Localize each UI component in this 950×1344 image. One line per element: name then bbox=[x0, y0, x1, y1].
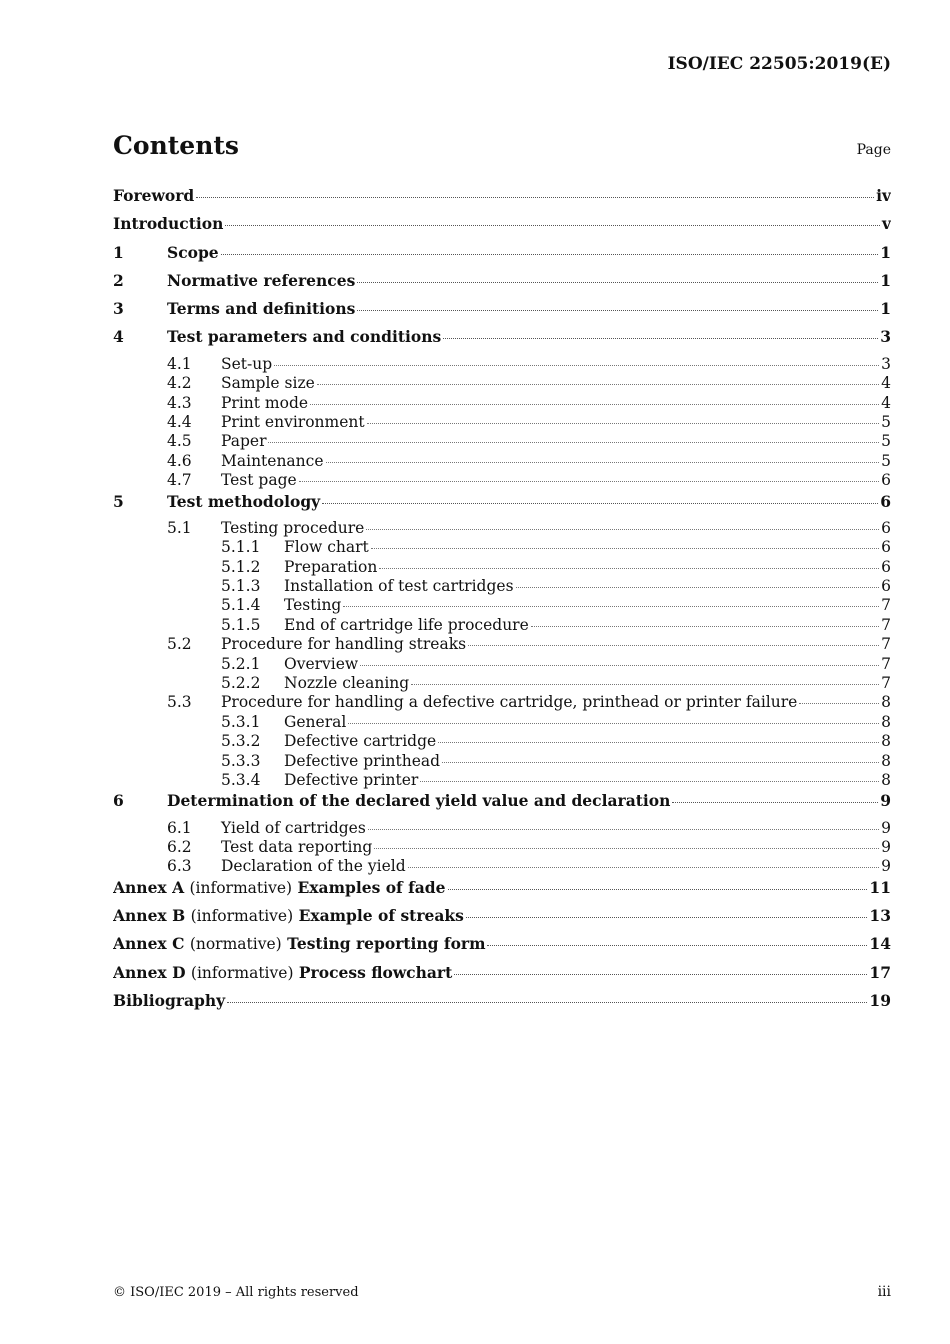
toc-entry-number: 4.1 bbox=[167, 354, 192, 373]
dot-leader bbox=[274, 365, 879, 366]
dot-leader bbox=[367, 423, 880, 424]
toc-entry[interactable] bbox=[113, 374, 891, 393]
toc-entry[interactable] bbox=[113, 355, 891, 374]
toc-entry-title: Print environment bbox=[221, 412, 365, 431]
toc-entry[interactable] bbox=[113, 713, 891, 732]
toc-entry-number: 5.1.1 bbox=[221, 538, 261, 557]
toc-entry-number: 5.3.4 bbox=[221, 770, 261, 789]
toc-entry-title: Nozzle cleaning bbox=[284, 673, 410, 692]
toc-entry-title: Preparation bbox=[284, 557, 378, 576]
toc-entry-title: Introduction bbox=[113, 214, 224, 234]
toc-entry[interactable] bbox=[113, 394, 891, 413]
toc-entry[interactable] bbox=[113, 819, 891, 838]
annex-kind: (normative) bbox=[189, 935, 282, 954]
toc-entry[interactable] bbox=[113, 242, 891, 270]
toc-entry-title: Declaration of the yield bbox=[221, 857, 406, 876]
toc-entry-page: 8 bbox=[881, 712, 891, 731]
toc-entry[interactable] bbox=[113, 655, 891, 674]
dot-leader bbox=[379, 568, 879, 569]
toc-entry-title bbox=[113, 933, 485, 955]
toc-entry[interactable] bbox=[113, 596, 891, 615]
dot-leader bbox=[317, 384, 879, 385]
toc-entry-title: End of cartridge life procedure bbox=[284, 615, 529, 634]
toc-entry-number: 4.2 bbox=[167, 374, 192, 393]
annex-title: Examples of fade bbox=[297, 877, 446, 897]
toc-entry-page: 9 bbox=[881, 857, 891, 876]
toc-entry-page: 9 bbox=[881, 837, 891, 856]
toc-entry-title: Normative references bbox=[167, 270, 356, 290]
annex-kind: (informative) bbox=[190, 963, 294, 982]
toc-entry-page: 8 bbox=[881, 751, 891, 770]
dot-leader bbox=[196, 197, 874, 198]
toc-entry-title: Test parameters and conditions bbox=[167, 327, 442, 347]
toc-entry-title: Set-up bbox=[221, 354, 273, 373]
dot-leader bbox=[468, 645, 879, 646]
toc-entry-number: 6.1 bbox=[167, 818, 192, 837]
toc-entry-title: Defective cartridge bbox=[284, 732, 437, 751]
toc-entry[interactable] bbox=[113, 990, 891, 1018]
toc-entry-title: Defective printhead bbox=[284, 751, 441, 770]
toc-entry-title: Maintenance bbox=[221, 451, 324, 470]
toc-entry-page: 14 bbox=[869, 934, 891, 954]
toc-entry-number: 4.4 bbox=[167, 412, 192, 431]
annex-label: Annex C bbox=[113, 934, 185, 954]
toc-entry-title: Overview bbox=[284, 654, 359, 673]
dot-leader bbox=[268, 442, 879, 443]
toc-entry[interactable] bbox=[113, 471, 891, 490]
dot-leader bbox=[366, 529, 879, 530]
toc-entry-title: Test methodology bbox=[167, 491, 321, 511]
toc-entry-page: 19 bbox=[869, 990, 891, 1010]
toc-entry-page: iv bbox=[876, 186, 891, 205]
toc-entry-number: 4 bbox=[113, 327, 124, 347]
dot-leader bbox=[326, 462, 880, 463]
toc-entry[interactable] bbox=[113, 270, 891, 298]
page-title: Contents bbox=[113, 131, 240, 160]
footer-page-number: iii bbox=[877, 1284, 891, 1300]
toc-entry[interactable] bbox=[113, 213, 891, 241]
dot-leader bbox=[343, 606, 879, 607]
dot-leader bbox=[348, 723, 879, 724]
toc-entry-page: 13 bbox=[869, 906, 891, 926]
toc-entry-title: General bbox=[284, 712, 347, 731]
toc-entry-page: 8 bbox=[881, 770, 891, 789]
toc-entry-number: 5.1.5 bbox=[221, 615, 261, 634]
toc-entry-page: 6 bbox=[881, 576, 891, 595]
toc-entry-page: 6 bbox=[881, 518, 891, 537]
toc-entry-number: 5.1 bbox=[167, 518, 192, 537]
toc-entry-number: 3 bbox=[113, 299, 124, 319]
toc-entry[interactable] bbox=[113, 933, 891, 961]
toc-entry-number: 6.2 bbox=[167, 837, 192, 856]
dot-leader bbox=[408, 867, 879, 868]
toc-entry[interactable] bbox=[113, 790, 891, 818]
dot-leader bbox=[411, 684, 879, 685]
toc-entry-title: Bibliography bbox=[113, 990, 226, 1010]
toc-entry-page: 7 bbox=[881, 615, 891, 634]
toc-entry-title: Test data reporting bbox=[221, 837, 373, 856]
toc-entry-number: 5.1.2 bbox=[221, 557, 261, 576]
annex-title: Testing reporting form bbox=[287, 934, 486, 954]
toc-entry-number: 5.1.4 bbox=[221, 596, 261, 615]
toc-entry-page: 4 bbox=[881, 374, 891, 393]
toc-entry-page: 8 bbox=[881, 693, 891, 712]
toc-entry[interactable] bbox=[113, 298, 891, 326]
dot-leader bbox=[420, 781, 879, 782]
toc-entry-title: Terms and definitions bbox=[167, 299, 356, 319]
toc-entry-page: 4 bbox=[881, 393, 891, 412]
footer-copyright: © ISO/IEC 2019 – All rights reserved bbox=[113, 1285, 359, 1300]
toc-entry-title: Installation of test cartridges bbox=[284, 576, 514, 595]
dot-leader bbox=[360, 665, 879, 666]
annex-label: Annex D bbox=[113, 962, 186, 982]
dot-leader bbox=[516, 587, 880, 588]
dot-leader bbox=[442, 762, 879, 763]
dot-leader bbox=[368, 829, 879, 830]
page-column-label: Page bbox=[856, 142, 891, 158]
dot-leader bbox=[448, 889, 868, 890]
toc-entry[interactable] bbox=[113, 905, 891, 933]
toc-entry-number: 4.5 bbox=[167, 432, 192, 451]
toc-entry[interactable] bbox=[113, 877, 891, 905]
dot-leader bbox=[357, 282, 878, 283]
toc-entry-page: 6 bbox=[881, 557, 891, 576]
toc-entry-page: 6 bbox=[881, 471, 891, 490]
toc-entry[interactable] bbox=[113, 432, 891, 451]
toc-entry-page: 17 bbox=[869, 962, 891, 982]
toc-entry[interactable] bbox=[113, 857, 891, 876]
toc-entry[interactable] bbox=[113, 452, 891, 471]
dot-leader bbox=[487, 945, 867, 946]
toc-entry-page: 1 bbox=[880, 242, 891, 262]
toc-entry-number: 1 bbox=[113, 242, 124, 262]
dot-leader bbox=[310, 404, 879, 405]
toc-entry-number: 5.3.1 bbox=[221, 712, 261, 731]
dot-leader bbox=[466, 917, 868, 918]
dot-leader bbox=[322, 503, 878, 504]
toc-entry-page: 9 bbox=[881, 818, 891, 837]
toc-entry-page: 7 bbox=[881, 596, 891, 615]
toc-entry-number: 4.3 bbox=[167, 393, 192, 412]
toc-entry[interactable] bbox=[113, 674, 891, 693]
toc-entry-page: 7 bbox=[881, 673, 891, 692]
toc-entry[interactable] bbox=[113, 752, 891, 771]
toc-entry-number: 5.3.3 bbox=[221, 751, 261, 770]
toc-entry-page: 3 bbox=[881, 354, 891, 373]
toc-entry-number: 4.7 bbox=[167, 471, 192, 490]
toc-entry[interactable] bbox=[113, 693, 891, 712]
toc-entry-page: 5 bbox=[881, 412, 891, 431]
toc-entry-title: Determination of the declared yield value and declaration bbox=[167, 791, 671, 811]
toc-entry-title: Print mode bbox=[221, 393, 309, 412]
toc-entry-page: 9 bbox=[880, 791, 891, 811]
dot-leader bbox=[225, 225, 880, 226]
toc-entry[interactable] bbox=[113, 185, 891, 213]
dot-leader bbox=[454, 974, 867, 975]
toc-entry-number: 5 bbox=[113, 491, 124, 511]
toc-entry-number: 6.3 bbox=[167, 857, 192, 876]
toc-entry-number: 5.3.2 bbox=[221, 732, 261, 751]
toc-entry-number: 5.2 bbox=[167, 635, 192, 654]
toc-entry-title: Sample size bbox=[221, 374, 315, 393]
dot-leader bbox=[221, 254, 879, 255]
toc-entry-title: Scope bbox=[167, 242, 219, 262]
toc-entry[interactable] bbox=[113, 558, 891, 577]
toc-entry-page: 7 bbox=[881, 654, 891, 673]
toc-entry-page: 11 bbox=[869, 877, 891, 897]
dot-leader bbox=[443, 338, 878, 339]
annex-kind: (informative) bbox=[190, 907, 294, 926]
toc-entry[interactable] bbox=[113, 616, 891, 635]
toc-entry-page: 3 bbox=[880, 327, 891, 347]
toc-entry[interactable] bbox=[113, 732, 891, 751]
toc-entry-page: 1 bbox=[880, 299, 891, 319]
toc-entry-title: Procedure for handling a defective cartridge, printhead or printer failure bbox=[221, 693, 798, 712]
toc-entry[interactable] bbox=[113, 962, 891, 990]
toc-entry-number: 4.6 bbox=[167, 451, 192, 470]
annex-title: Process flowchart bbox=[298, 962, 453, 982]
toc-entry-number: 2 bbox=[113, 270, 124, 290]
toc-entry-number: 5.1.3 bbox=[221, 576, 261, 595]
toc-entry[interactable] bbox=[113, 838, 891, 857]
toc-entry-title: Paper bbox=[221, 432, 267, 451]
table-of-contents bbox=[113, 185, 891, 1018]
toc-entry[interactable] bbox=[113, 538, 891, 557]
annex-label: Annex B bbox=[113, 906, 186, 926]
toc-entry[interactable] bbox=[113, 491, 891, 519]
toc-entry-page: 8 bbox=[881, 732, 891, 751]
document-id: ISO/IEC 22505:2019(E) bbox=[667, 54, 891, 74]
toc-entry-title: Test page bbox=[221, 471, 297, 490]
toc-entry[interactable] bbox=[113, 326, 891, 354]
toc-entry-number: 5.2.2 bbox=[221, 673, 261, 692]
toc-entry-number: 5.2.1 bbox=[221, 654, 261, 673]
dot-leader bbox=[799, 703, 879, 704]
toc-entry-page: 5 bbox=[881, 432, 891, 451]
annex-label: Annex A bbox=[113, 877, 185, 897]
dot-leader bbox=[672, 802, 878, 803]
toc-entry-number: 5.3 bbox=[167, 693, 192, 712]
dot-leader bbox=[299, 481, 879, 482]
dot-leader bbox=[371, 548, 879, 549]
toc-entry[interactable] bbox=[113, 413, 891, 432]
toc-entry-page: 5 bbox=[881, 451, 891, 470]
toc-entry[interactable] bbox=[113, 519, 891, 538]
toc-entry[interactable] bbox=[113, 635, 891, 654]
dot-leader bbox=[357, 310, 878, 311]
dot-leader bbox=[227, 1002, 867, 1003]
dot-leader bbox=[374, 848, 879, 849]
toc-entry[interactable] bbox=[113, 577, 891, 596]
dot-leader bbox=[438, 742, 879, 743]
dot-leader bbox=[531, 626, 879, 627]
toc-entry-page: 7 bbox=[881, 635, 891, 654]
toc-entry-title: Foreword bbox=[113, 186, 195, 205]
annex-kind: (informative) bbox=[189, 878, 293, 897]
toc-entry-title: Yield of cartridges bbox=[221, 818, 366, 837]
toc-entry[interactable] bbox=[113, 771, 891, 790]
annex-title: Example of streaks bbox=[298, 906, 464, 926]
toc-entry-title: Testing procedure bbox=[221, 518, 365, 537]
toc-entry-page: 6 bbox=[880, 491, 891, 511]
toc-entry-title bbox=[113, 962, 452, 984]
toc-entry-title: Testing bbox=[284, 596, 342, 615]
toc-entry-title: Procedure for handling streaks bbox=[221, 635, 467, 654]
toc-entry-title bbox=[113, 877, 446, 899]
toc-entry-title: Defective printer bbox=[284, 770, 419, 789]
toc-entry-page: 6 bbox=[881, 538, 891, 557]
toc-entry-title bbox=[113, 905, 464, 927]
toc-entry-number: 6 bbox=[113, 791, 124, 811]
toc-entry-page: 1 bbox=[880, 270, 891, 290]
toc-entry-page: v bbox=[881, 214, 891, 234]
toc-entry-title: Flow chart bbox=[284, 538, 369, 557]
